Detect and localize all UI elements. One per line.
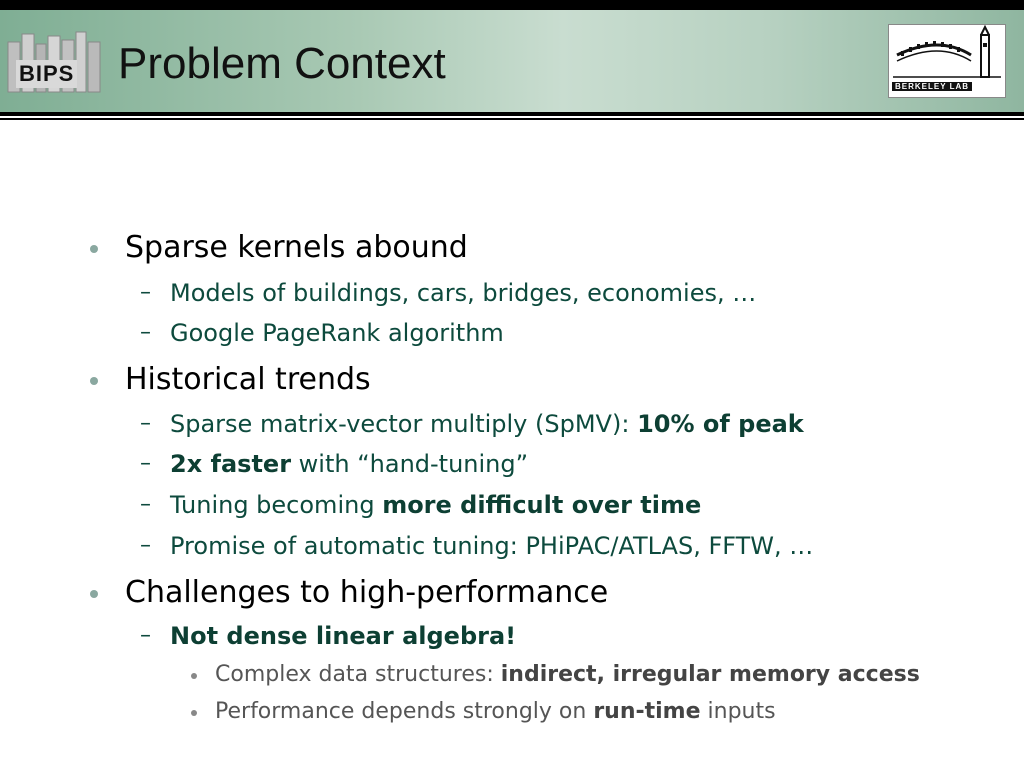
subsub-bullet-performance: Performance depends strongly on run-time inputs <box>215 699 776 724</box>
bullet-dot <box>90 377 98 385</box>
dash-marker: – <box>140 623 151 648</box>
sub-bullet-spmv: Sparse matrix-vector multiply (SpMV): 10% of peak <box>170 410 804 438</box>
bullet-dot <box>90 590 98 598</box>
dash-marker: – <box>140 451 151 476</box>
bullet-challenges: Challenges to high-performance <box>125 575 609 610</box>
dash-marker: – <box>140 533 151 558</box>
top-black-bar <box>0 0 1024 10</box>
header-divider-thick <box>0 112 1024 116</box>
dash-marker: – <box>140 411 151 436</box>
slide-title: Problem Context <box>118 39 446 88</box>
berkeley-lab-label: BERKELEY LAB <box>892 82 972 91</box>
sub-bullet-tuning-difficult: Tuning becoming more difficult over time <box>170 491 702 519</box>
sub-bullet-pagerank: Google PageRank algorithm <box>170 319 504 347</box>
subsub-bullet-data-structures: Complex data structures: indirect, irregular memory access <box>215 662 920 687</box>
sub-bullet-2x-faster: 2x faster with “hand-tuning” <box>170 450 529 478</box>
bullet-dot <box>90 245 98 253</box>
bips-logo-text: BIPS <box>16 60 77 88</box>
bullet-sparse-kernels: Sparse kernels abound <box>125 230 468 265</box>
bullet-historical-trends: Historical trends <box>125 362 371 397</box>
sub-bullet-not-dense: Not dense linear algebra! <box>170 622 517 650</box>
bullet-dot-small <box>191 710 197 716</box>
dash-marker: – <box>140 492 151 517</box>
sub-bullet-models: Models of buildings, cars, bridges, economies, … <box>170 279 757 307</box>
dash-marker: – <box>140 320 151 345</box>
bullet-dot-small <box>191 673 197 679</box>
sub-bullet-automatic-tuning: Promise of automatic tuning: PHiPAC/ATLAS, FFTW, … <box>170 532 814 560</box>
berkeley-lab-logo-icon <box>888 24 1006 98</box>
dash-marker: – <box>140 280 151 305</box>
header-divider-thin <box>0 118 1024 120</box>
